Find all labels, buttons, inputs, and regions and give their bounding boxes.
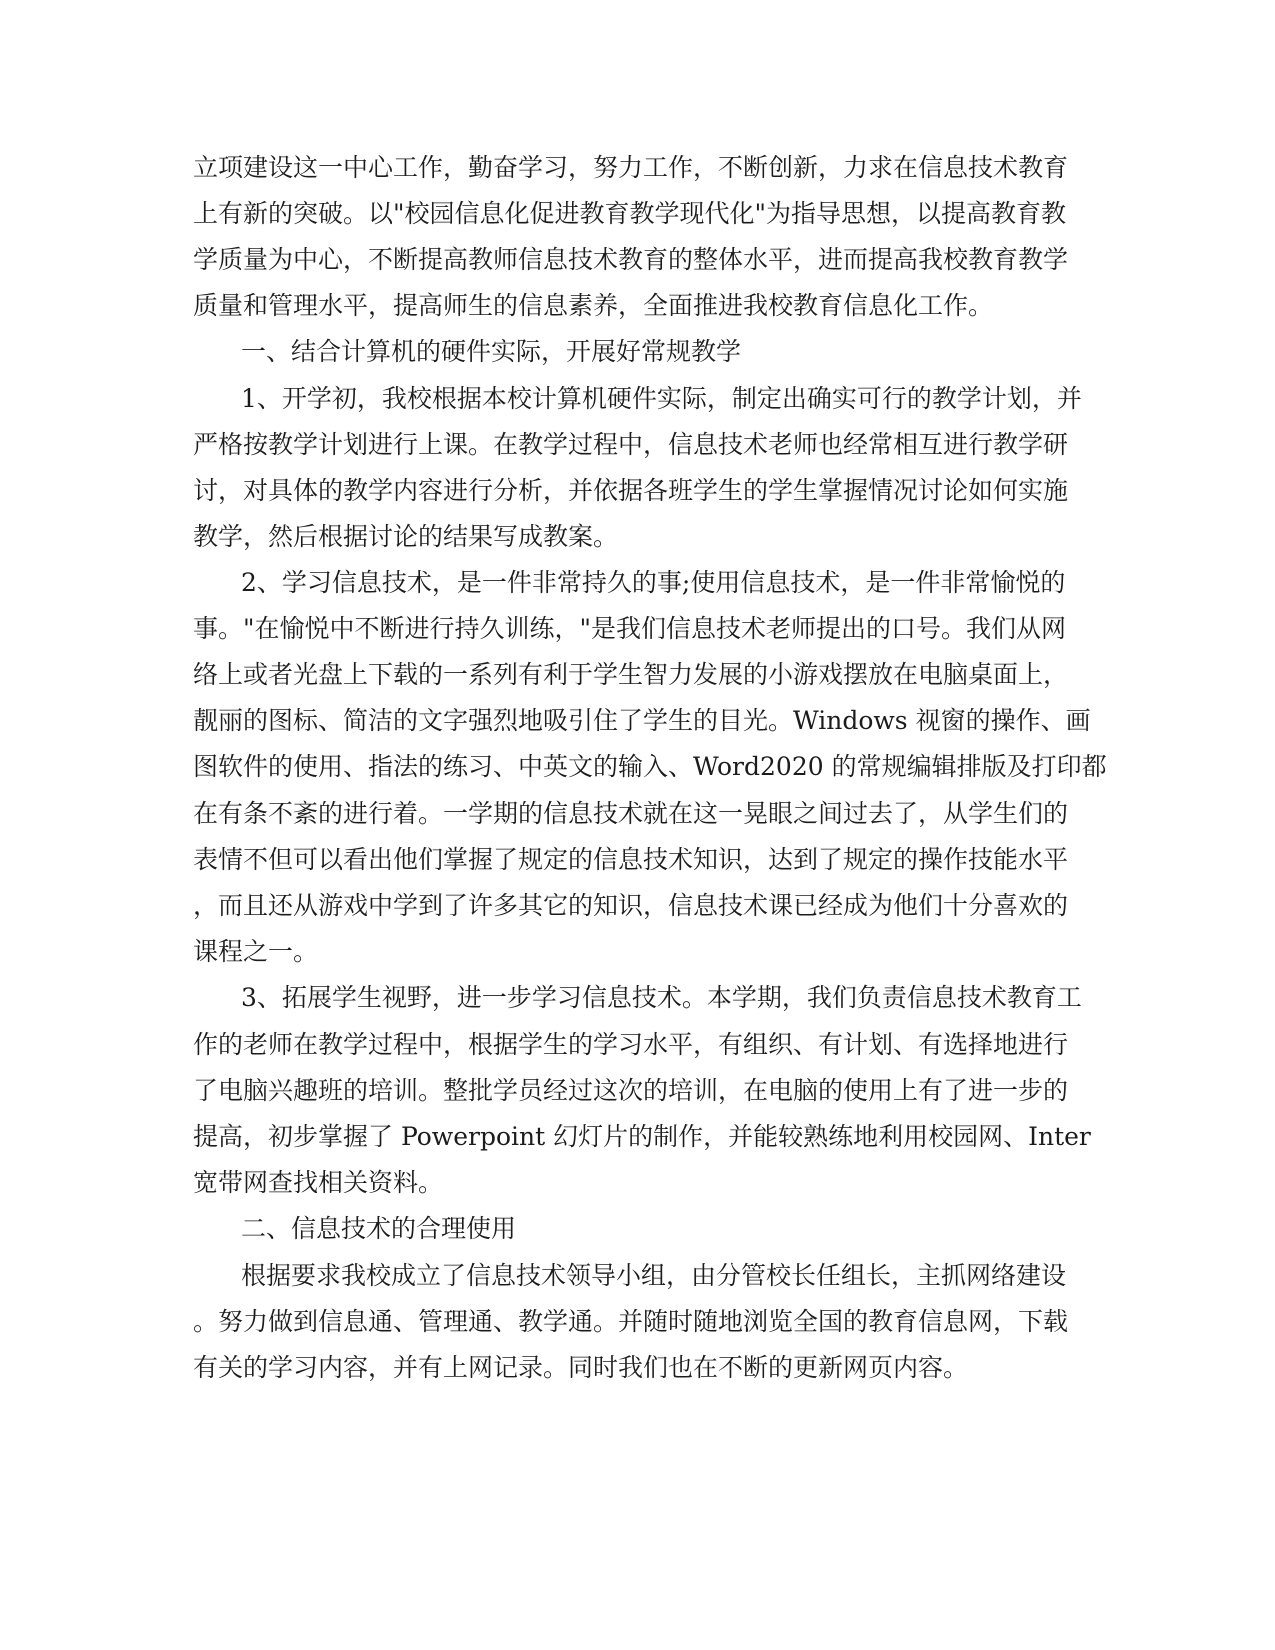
text-line: 质量和管理水平，提高师生的信息素养，全面推进我校教育信息化工作。 [193,291,994,320]
text-line: 靓丽的图标、简洁的文字强烈地吸引住了学生的目光。Windows 视窗的操作、画 [193,706,1091,735]
text-line: 图软件的使用、指法的练习、中英文的输入、Word2020 的常规编辑排版及打印都 [193,752,1107,781]
text-line: 学质量为中心，不断提高教师信息技术教育的整体水平，进而提高我校教育教学 [193,245,1069,274]
text-line: 1、开学初，我校根据本校计算机硬件实际，制定出确实可行的教学计划，并 [241,384,1082,413]
text-line: 有关的学习内容，并有上网记录。同时我们也在不断的更新网页内容。 [193,1353,969,1382]
text-line: 。努力做到信息通、管理通、教学通。并随时随地浏览全国的教育信息网，下载 [193,1307,1069,1336]
text-line: 教学，然后根据讨论的结果写成教案。 [193,522,619,551]
text-line: 2、学习信息技术，是一件非常持久的事;使用信息技术，是一件非常愉悦的 [241,568,1066,597]
section-heading: 二、信息技术的合理使用 [241,1214,517,1243]
text-line: 宽带网查找相关资料。 [193,1168,444,1197]
text-line: ，而且还从游戏中学到了许多其它的知识，信息技术课已经成为他们十分喜欢的 [193,891,1069,920]
text-line: 提高，初步掌握了 Powerpoint 幻灯片的制作，并能较熟练地利用校园网、Inter [193,1122,1091,1151]
section-heading: 一、结合计算机的硬件实际，开展好常规教学 [241,337,742,366]
text-line: 讨，对具体的教学内容进行分析，并依据各班学生的学生掌握情况讨论如何实施 [193,476,1069,505]
text-line: 严格按教学计划进行上课。在教学过程中，信息技术老师也经常相互进行教学研 [193,430,1069,459]
text-line: 课程之一。 [193,937,319,966]
text-line: 根据要求我校成立了信息技术领导小组，由分管校长任组长，主抓网络建设 [241,1261,1067,1290]
text-line: 了电脑兴趣班的培训。整批学员经过这次的培训，在电脑的使用上有了进一步的 [193,1076,1069,1105]
text-line: 作的老师在教学过程中，根据学生的学习水平，有组织、有计划、有选择地进行 [193,1030,1069,1059]
text-line: 络上或者光盘上下载的一系列有利于学生智力发展的小游戏摆放在电脑桌面上， [193,660,1069,689]
text-line: 立项建设这一中心工作，勤奋学习，努力工作，不断创新，力求在信息技术教育 [193,153,1069,182]
text-line: 在有条不紊的进行着。一学期的信息技术就在这一晃眼之间过去了，从学生们的 [193,799,1069,828]
text-line: 3、拓展学生视野，进一步学习信息技术。本学期，我们负责信息技术教育工 [241,983,1082,1012]
text-line: 表情不但可以看出他们掌握了规定的信息技术知识，达到了规定的操作技能水平 [193,845,1069,874]
text-line: 事。"在愉悦中不断进行持久训练，"是我们信息技术老师提出的口号。我们从网 [193,614,1067,643]
text-line: 上有新的突破。以"校园信息化促进教育教学现代化"为指导思想，以提高教育教 [193,199,1067,228]
